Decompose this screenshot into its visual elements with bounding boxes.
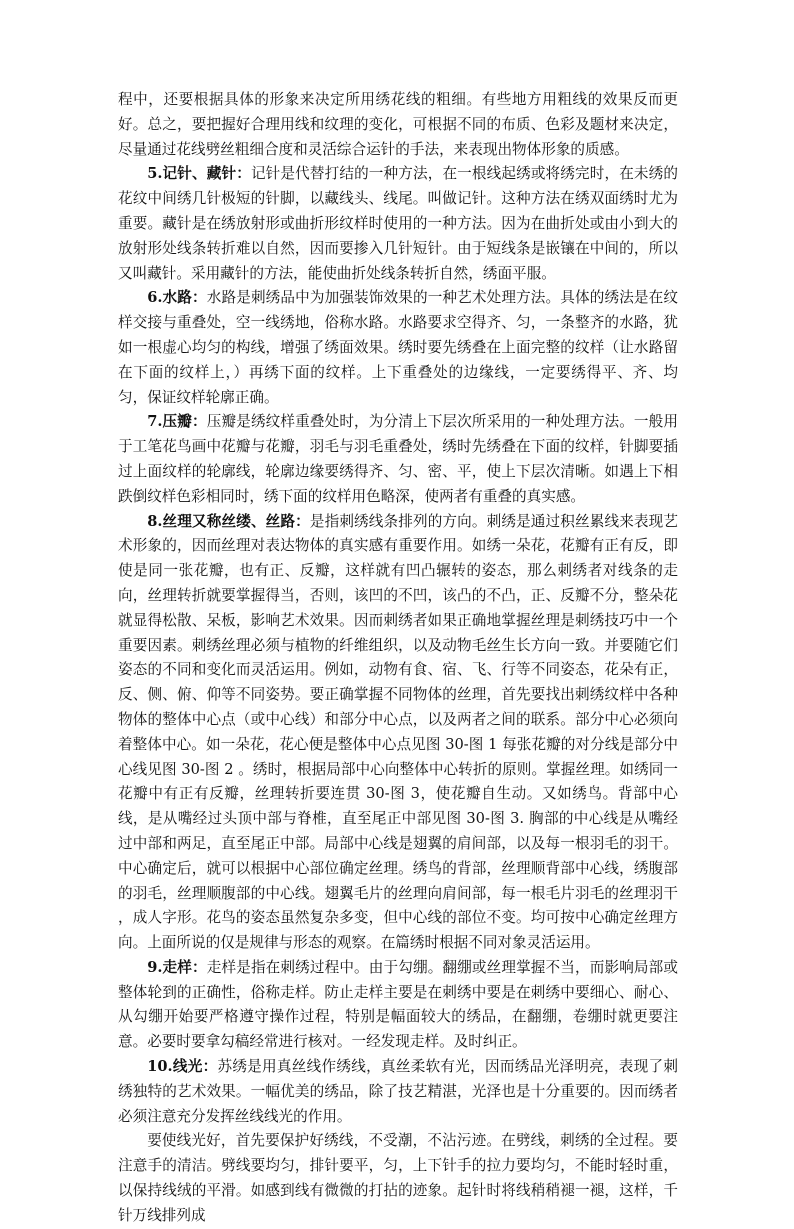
section-heading: 5.记针、藏针： xyxy=(147,165,251,183)
paragraph-text: 记针是代替打结的一种方法，在一根线起绣或将绣完时，在未绣的花纹中间绣几针极短的针脚，以藏线头、线尾。叫做记针。这种方法在绣双面绣时尤为重要。藏针是在绣放射形或曲折形纹样时使用的一种方法。因为在曲折处或由小到大的放射形处线条转折难以自然，因而要掺入几针短针。由于短线条是嵌镶在中间的，所以又叫藏针。采用藏针的方法，能使曲折处线条转折自然，绣面平服。 xyxy=(118,165,678,282)
paragraph-text: 要使线光好，首先要保护好绣线，不受潮，不沾污迹。在劈线，刺绣的全过程。要注意手的清洁。劈线要均匀，排针要平，匀，上下针手的拉力要均匀，不能时轻时重，以保持线绒的平滑。如感到线有微微的打拈的迹象。起针时将线稍稍褪一褪，这样，千针万线排列成 xyxy=(118,1132,678,1224)
paragraph-continuation xyxy=(118,1129,678,1228)
section-heading: 9.走样： xyxy=(147,958,207,976)
section-heading: 6.水路： xyxy=(147,289,207,307)
paragraph-text: 是指刺绣线条排列的方向。刺绣是通过积丝累线来表现艺术形象的，因而丝理对表达物体的真实感有重要作用。如绣一朵花，花瓣有正有反，即使是同一张花瓣，也有正、反瓣，这样就有凹凸辗转的姿态，那么刺绣者对线条的走向，丝理转折就要掌握得当，否则，该凹的不凹，该凸的不凸，正、反瓣不分，整朵花就显得松散、呆板，影响艺术效果。因而刺绣者如果正确地掌握丝理是刺绣技巧中一个重要因素。刺绣丝理必须与植物的纤维组织，以及动物毛丝生长方向一致。并要随它们姿态的不同和变化而灵活运用。例如，动物有食、宿、飞、行等不同姿态，花朵有正，反、侧、俯、仰等不同姿势。要正确掌握不同物体的丝理，首先要找出刺绣纹样中各种物体的整体中心点（或中心线）和部分中心点，以及两者之间的联系。部分中心必须向着整体中心。如一朵花，花心便是整体中心点见图 30-图 1 每张花瓣的对分线是部分中心线见图 30-图 2 。绣时，根据局部中心向整体中心转折的原则。掌握丝理。如绣同一花瓣中有正有反瓣，丝理转折要连贯 30-图 3，使花瓣自生动。又如绣鸟。背部中心线，是从嘴经过头顶中部与脊椎，直至尾正中部见图 30-图 3. 胸部的中心线是从嘴经过中部和两足，直至尾正中部。局部中心线是翅翼的肩间部，以及每一根羽毛的羽干。中心确定后，就可以根据中心部位确定丝理。绣鸟的背部，丝理顺背部中心线，绣腹部的羽毛，丝理顺腹部的中心线。翅翼毛片的丝理向肩间部，每一根毛片羽毛的丝理羽干 ，成人字形。花鸟的姿态虽然复杂多变，但中心线的部位不变。均可按中心确定丝理方向。上面所说的仅是规律与形态的观察。在篇绣时根据不同对象灵活运用。 xyxy=(118,512,678,952)
paragraph-text: 压瓣是绣纹样重叠处时，为分清上下层次所采用的一种处理方法。一般用于工笔花鸟画中花瓣与花瓣，羽毛与羽毛重叠处，绣时先绣叠在下面的纹样，针脚要插过上面纹样的轮廓线，轮廓边缘要绣得齐、匀、密、平，使上下层次清晰。如遇上下相跌倒纹样色彩相同时，绣下面的纹样用色略深，使两者有重叠的真实感。 xyxy=(118,413,678,505)
document-page xyxy=(118,88,678,1229)
paragraph-text: 水路是刺绣品中为加强装饰效果的一种艺术处理方法。具体的绣法是在纹样交接与重叠处，空一线绣地，俗称水路。水路要求空得齐、匀，一条整齐的水路，犹如一根虚心均匀的构线，增强了绣面效果。绣时要先绣叠在上面完整的纹样（让水路留在下面的纹样上，）再绣下面的纹样。上下重叠处的边缘线，一定要绣得平、齐、均匀，保证纹样轮廓正确。 xyxy=(118,289,678,406)
paragraph-text: 苏绣是用真丝线作绣线，真丝柔软有光，因而绣品光泽明亮，表现了刺绣独特的艺术效果。一幅优美的绣品，除了技艺精湛，光泽也是十分重要的。因而绣者必须注意充分发挥丝线线光的作用。 xyxy=(118,1058,678,1125)
paragraph-section-10 xyxy=(118,1055,678,1129)
paragraph-section-9 xyxy=(118,956,678,1055)
paragraph-section-5 xyxy=(118,162,678,286)
section-heading: 10.线光： xyxy=(147,1058,218,1076)
paragraph-text: 走样是指在刺绣过程中。由于勾绷。翻绷或丝理掌握不当，而影响局部或整体轮到的正确性，俗称走样。防止走样主要是在刺绣中要是在刺绣中要细心、耐心、从勾绷开始要严格遵守操作过程，特别是幅面较大的绣品，在翻绷，卷绷时就更要注意。必要时要拿勾稿经常进行核对。一经发现走样。及时纠正。 xyxy=(118,958,678,1051)
paragraph-section-6 xyxy=(118,286,678,410)
paragraph-text: 程中，还要根据具体的形象来决定所用绣花线的粗细。有些地方用粗线的效果反而更好。总之，要把握好合理用线和纹理的变化，可根据不同的布质、色彩及题材来决定，尽量通过花线劈丝粗细合度和灵活综合运针的手法，来表现出物体形象的质感。 xyxy=(118,91,678,158)
paragraph-section-8 xyxy=(118,510,678,956)
section-heading: 7.压瓣： xyxy=(147,413,207,431)
paragraph-section-7 xyxy=(118,410,678,509)
section-heading: 8.丝理又称丝缕、丝路： xyxy=(147,512,310,530)
paragraph-intro xyxy=(118,88,678,162)
